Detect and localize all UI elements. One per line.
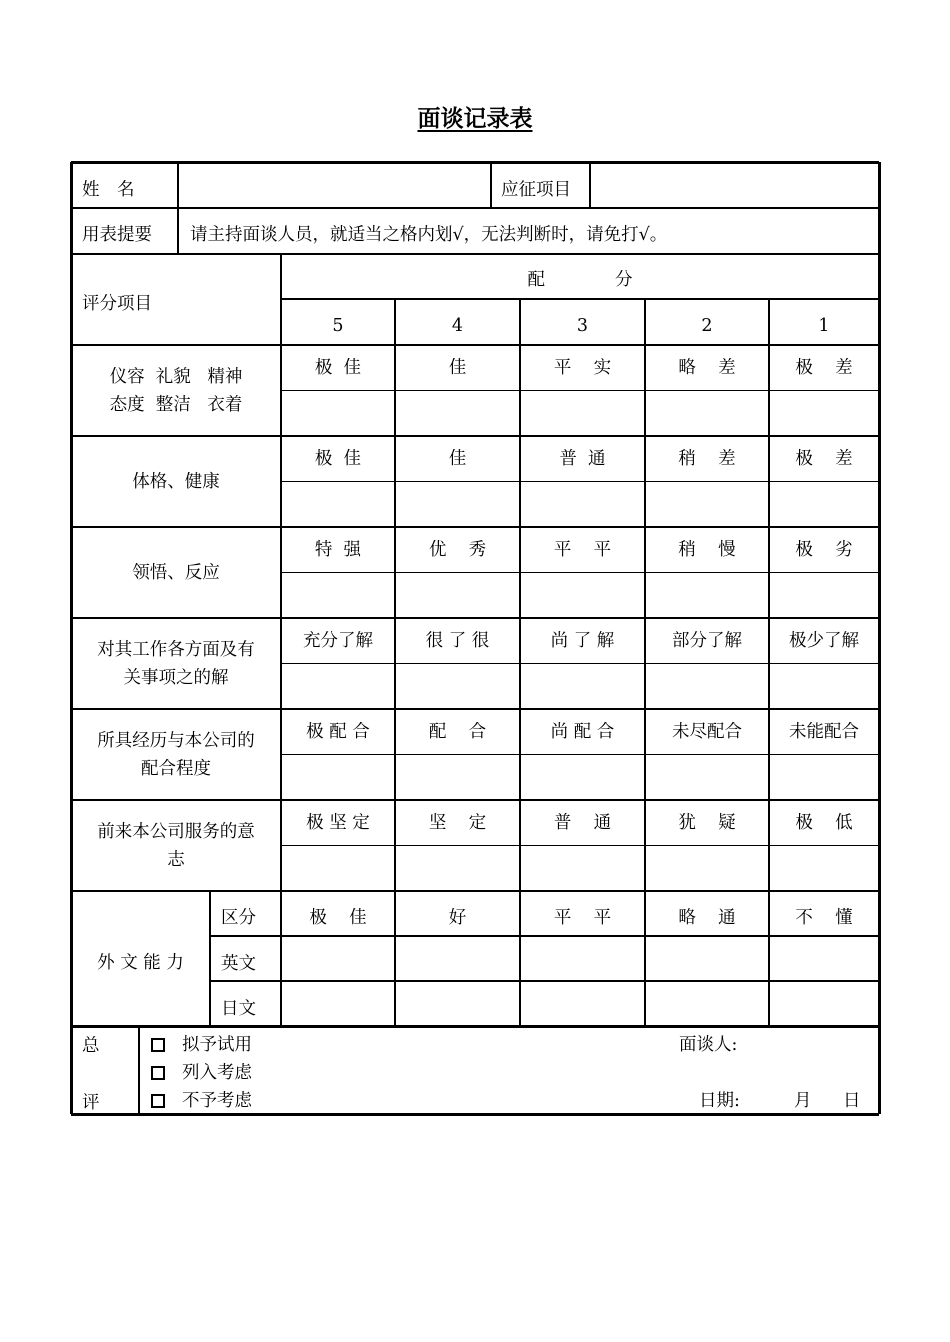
score-value-1: 1: [818, 316, 830, 336]
language-sub-label: 日文: [221, 999, 256, 1019]
table-rule: [71, 799, 879, 801]
grade-label: 极 坚 定: [306, 813, 370, 833]
interviewer-label: 面谈人:: [679, 1035, 738, 1055]
japanese-rating-cell[interactable]: [282, 982, 394, 1025]
rating-cell[interactable]: [521, 665, 644, 708]
criterion-label: 对其工作各方面及有 关事项之的解: [97, 639, 255, 688]
grade-label: 稍 慢: [678, 540, 736, 560]
rating-cell[interactable]: [396, 392, 519, 435]
rating-cell[interactable]: [770, 847, 878, 890]
grade-label: 佳: [448, 358, 467, 378]
grade-label: 优 秀: [428, 540, 487, 560]
japanese-rating-cell[interactable]: [646, 982, 768, 1025]
language-grade-label: 好: [448, 908, 467, 928]
grade-label: 略 差: [678, 358, 736, 378]
english-rating-cell[interactable]: [396, 937, 519, 980]
grade-label: 极 劣: [795, 540, 853, 560]
grade-label: 犹 疑: [678, 813, 736, 833]
grade-label: 部分了解: [672, 631, 742, 651]
score-value-2: 2: [701, 316, 713, 336]
grade-label: 极 佳: [314, 358, 362, 378]
position-label: 应征项目: [501, 180, 571, 200]
rating-cell[interactable]: [646, 392, 768, 435]
rating-cell[interactable]: [396, 574, 519, 617]
rating-cell[interactable]: [646, 665, 768, 708]
day-label: 日: [843, 1091, 861, 1111]
grade-label: 普 通: [553, 813, 612, 833]
table-rule: [589, 162, 591, 208]
language-grade-label: 平 平: [553, 908, 612, 928]
grade-label: 充分了解: [303, 631, 373, 651]
position-field[interactable]: [592, 164, 877, 206]
rating-cell[interactable]: [646, 574, 768, 617]
grade-label: 极 低: [795, 813, 853, 833]
japanese-rating-cell[interactable]: [521, 982, 644, 1025]
grade-label: 很 了 很: [425, 631, 490, 651]
summary-option-label: 不予考虑: [182, 1091, 252, 1111]
summary-checkbox[interactable]: [151, 1038, 165, 1052]
rating-cell[interactable]: [521, 392, 644, 435]
language-sub-label: 英文: [221, 953, 256, 974]
month-label: 月: [794, 1091, 812, 1111]
summary-checkbox[interactable]: [151, 1094, 165, 1108]
grade-label: 普 通: [559, 449, 606, 469]
english-rating-cell[interactable]: [646, 937, 768, 980]
summary-checkbox[interactable]: [151, 1066, 165, 1080]
date-label: 日期:: [699, 1091, 740, 1111]
criterion-label: 前来本公司服务的意 志: [97, 821, 255, 870]
japanese-rating-cell[interactable]: [396, 982, 519, 1025]
rating-cell[interactable]: [646, 756, 768, 799]
grade-label: 尚 了 解: [550, 631, 615, 651]
rating-cell[interactable]: [521, 847, 644, 890]
rating-cell[interactable]: [282, 392, 394, 435]
rating-cell[interactable]: [282, 847, 394, 890]
japanese-rating-cell[interactable]: [770, 982, 878, 1025]
summary-label-top: 总: [82, 1036, 100, 1056]
grade-label: 平 实: [553, 358, 612, 378]
grade-label: 未尽配合: [672, 722, 742, 742]
grade-label: 未能配合: [789, 722, 859, 742]
criterion-label: 所具经历与本公司的 配合程度: [97, 730, 255, 779]
grade-label: 平 平: [553, 540, 612, 560]
grade-label: 佳: [448, 449, 467, 469]
name-label: 姓 名: [82, 180, 135, 200]
rating-cell[interactable]: [770, 756, 878, 799]
english-rating-cell[interactable]: [521, 937, 644, 980]
language-grade-label: 略 通: [678, 908, 736, 928]
table-rule: [490, 162, 492, 208]
language-grade-label: 不 懂: [795, 908, 853, 928]
grade-label: 坚 定: [428, 813, 487, 833]
english-rating-cell[interactable]: [282, 937, 394, 980]
table-rule: [71, 708, 879, 710]
grade-label: 极 差: [795, 358, 853, 378]
score-value-3: 3: [576, 316, 589, 336]
table-rule: [71, 435, 879, 437]
table-rule: [71, 253, 879, 255]
grade-label: 尚 配 合: [550, 722, 615, 742]
criterion-label: 仪容 礼貌 精神 态度 整洁 衣着: [109, 366, 243, 415]
score-value-4: 4: [451, 316, 464, 336]
rating-cell[interactable]: [396, 665, 519, 708]
table-rule: [71, 890, 879, 892]
summary-label-bottom: 评: [82, 1093, 100, 1113]
table-rule: [71, 526, 879, 528]
rating-cell[interactable]: [396, 847, 519, 890]
rating-cell[interactable]: [770, 665, 878, 708]
language-ability-label: 外 文 能 力: [97, 953, 184, 973]
name-field[interactable]: [180, 164, 489, 206]
language-sub-label: 区分: [221, 908, 256, 928]
grade-label: 极 佳: [314, 449, 362, 469]
table-rule: [71, 344, 879, 346]
rating-cell[interactable]: [282, 574, 394, 617]
rating-cell[interactable]: [770, 392, 878, 435]
table-rule: [71, 207, 879, 209]
instruction-text: 请主持面谈人员，就适当之格内划√，无法判断时，请免打√。: [190, 225, 668, 245]
rating-cell[interactable]: [770, 483, 878, 526]
rating-cell[interactable]: [521, 756, 644, 799]
rating-cell[interactable]: [282, 665, 394, 708]
grade-label: 稍 差: [678, 449, 736, 469]
table-rule: [281, 298, 879, 300]
instruction-label: 用表提要: [82, 225, 152, 245]
summary-option-label: 拟予试用: [182, 1035, 252, 1055]
score-value-5: 5: [332, 316, 344, 336]
rating-cell[interactable]: [521, 574, 644, 617]
rating-cell[interactable]: [521, 483, 644, 526]
rating-cell[interactable]: [396, 483, 519, 526]
rating-cell[interactable]: [646, 483, 768, 526]
table-rule: [71, 617, 879, 619]
language-grade-label: 极 佳: [309, 908, 367, 928]
rating-cell[interactable]: [770, 574, 878, 617]
grade-label: 极 差: [795, 449, 853, 469]
table-rule: [138, 1026, 140, 1114]
page-title: 面谈记录表: [417, 106, 533, 132]
grade-label: 极 配 合: [306, 722, 370, 742]
grade-label: 特 强: [314, 540, 362, 560]
rating-cell[interactable]: [282, 756, 394, 799]
criterion-label: 领悟、反应: [132, 562, 220, 583]
criterion-label: 体格、健康: [132, 471, 220, 492]
rating-cell[interactable]: [646, 847, 768, 890]
rating-cell[interactable]: [282, 483, 394, 526]
rating-cell[interactable]: [396, 756, 519, 799]
grade-label: 极少了解: [789, 631, 859, 651]
table-rule: [177, 162, 179, 254]
summary-option-label: 列入考虑: [182, 1063, 252, 1083]
score-header-label: 配 分: [527, 270, 633, 290]
grade-label: 配 合: [428, 722, 487, 742]
scoring-item-label: 评分项目: [82, 294, 152, 314]
english-rating-cell[interactable]: [770, 937, 878, 980]
